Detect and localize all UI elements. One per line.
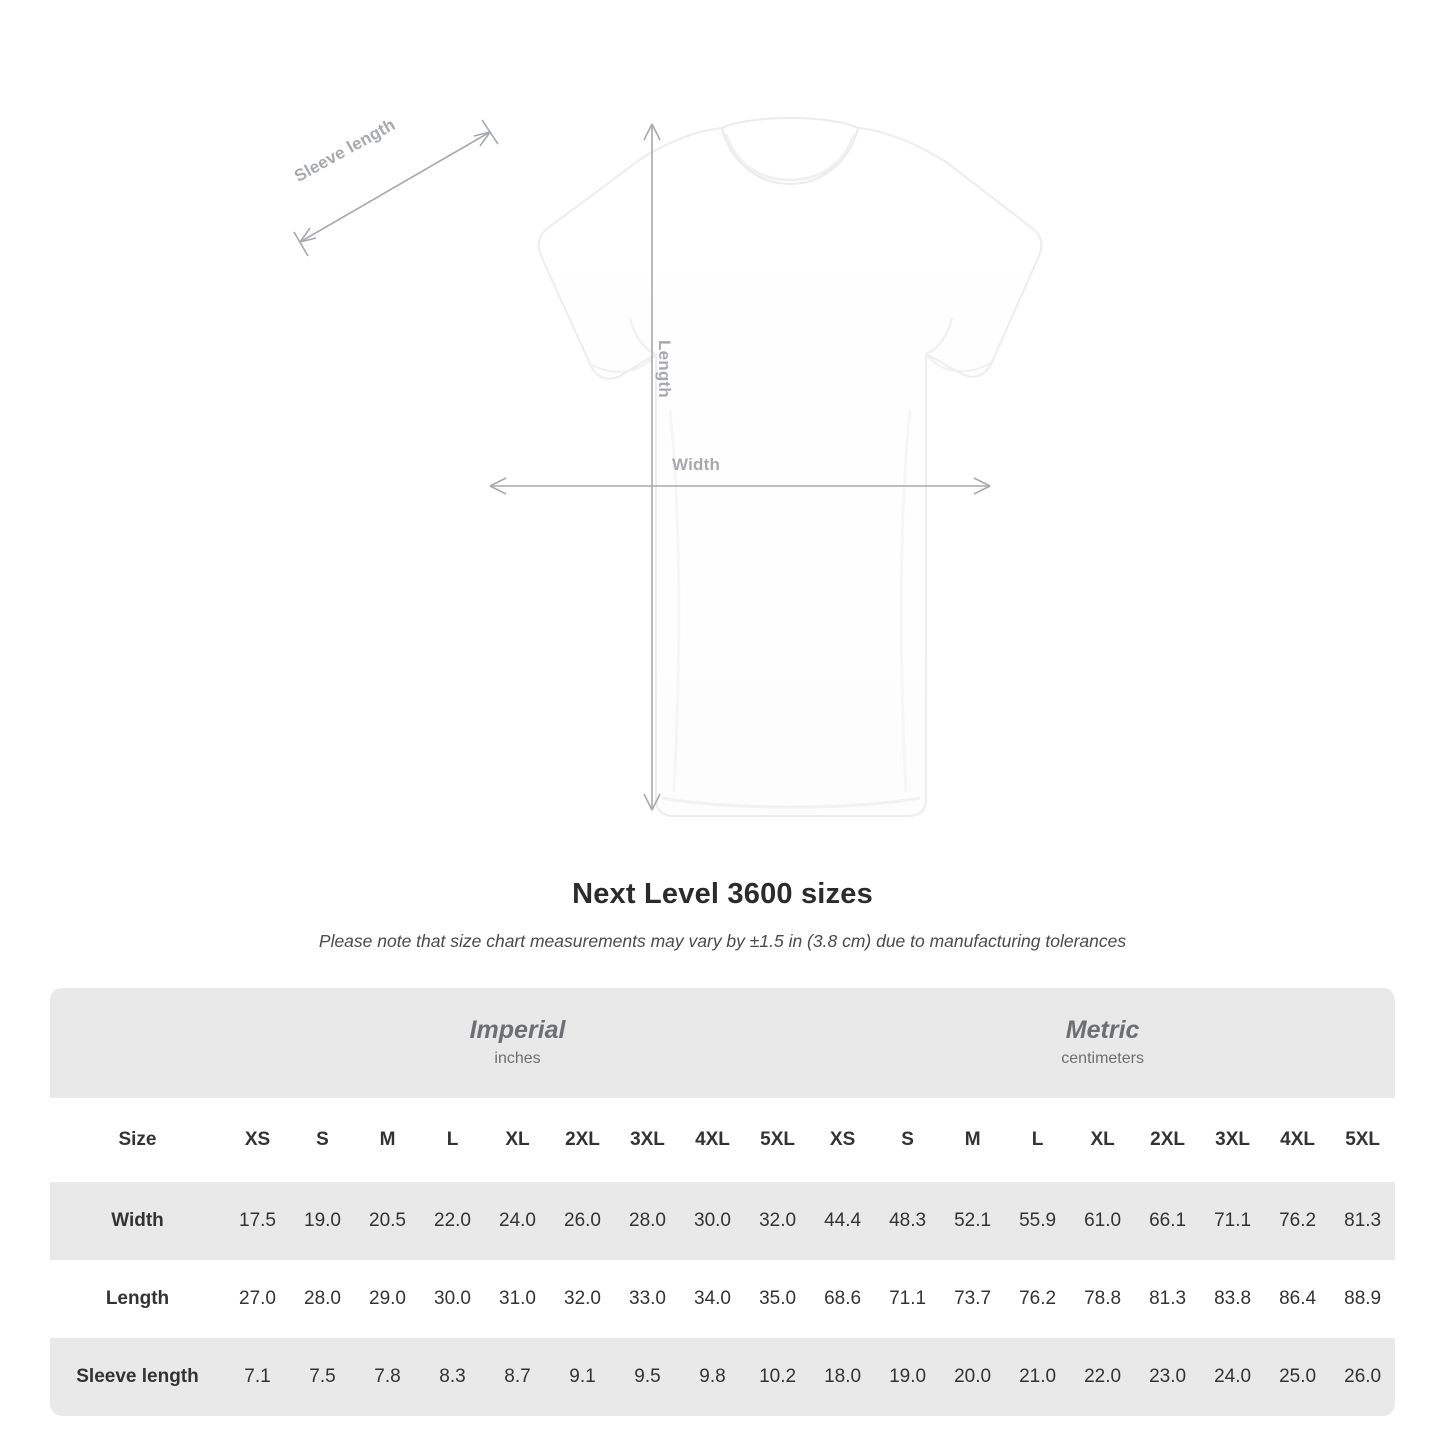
cell-width: 52.1 <box>940 1182 1005 1260</box>
size-header-row <box>50 1098 1395 1182</box>
cell-sleeve: 8.7 <box>485 1338 550 1416</box>
cell-sleeve: 10.2 <box>745 1338 810 1416</box>
cell-length: 32.0 <box>550 1260 615 1338</box>
cell-sleeve: 20.0 <box>940 1338 1005 1416</box>
cell-length: 78.8 <box>1070 1260 1135 1338</box>
cell-width: 76.2 <box>1265 1182 1330 1260</box>
unit-metric-subtitle: centimeters <box>1061 1049 1144 1067</box>
size-header-cell: XS <box>810 1098 875 1182</box>
cell-sleeve: 25.0 <box>1265 1338 1330 1416</box>
cell-sleeve: 26.0 <box>1330 1338 1395 1416</box>
size-header-cell: 5XL <box>745 1098 810 1182</box>
cell-width: 28.0 <box>615 1182 680 1260</box>
cell-width: 81.3 <box>1330 1182 1395 1260</box>
table-row <box>50 1338 1395 1416</box>
unit-imperial-subtitle: inches <box>494 1049 541 1067</box>
size-header-cell: 3XL <box>615 1098 680 1182</box>
cell-sleeve: 7.5 <box>290 1338 355 1416</box>
cell-length: 86.4 <box>1265 1260 1330 1338</box>
cell-width: 66.1 <box>1135 1182 1200 1260</box>
size-header-cell: XL <box>485 1098 550 1182</box>
size-header-cell: XL <box>1070 1098 1135 1182</box>
unit-metric <box>810 988 1395 1098</box>
size-header-cell: L <box>420 1098 485 1182</box>
cell-width: 61.0 <box>1070 1182 1135 1260</box>
size-header-cell: M <box>355 1098 420 1182</box>
row-label-sleeve-length: Sleeve length <box>50 1338 225 1416</box>
size-header-cell: XS <box>225 1098 290 1182</box>
cell-sleeve: 22.0 <box>1070 1338 1135 1416</box>
cell-width: 19.0 <box>290 1182 355 1260</box>
size-header-cell: M <box>940 1098 1005 1182</box>
cell-sleeve: 9.8 <box>680 1338 745 1416</box>
size-header-cell: S <box>875 1098 940 1182</box>
cell-length: 31.0 <box>485 1260 550 1338</box>
size-header-cell: S <box>290 1098 355 1182</box>
cell-sleeve: 18.0 <box>810 1338 875 1416</box>
cell-width: 17.5 <box>225 1182 290 1260</box>
sleeve-length-label: Sleeve length <box>291 114 399 186</box>
cell-length: 30.0 <box>420 1260 485 1338</box>
cell-length: 27.0 <box>225 1260 290 1338</box>
size-header-cell: 2XL <box>550 1098 615 1182</box>
cell-sleeve: 19.0 <box>875 1338 940 1416</box>
cell-length: 81.3 <box>1135 1260 1200 1338</box>
cell-length: 28.0 <box>290 1260 355 1338</box>
cell-width: 55.9 <box>1005 1182 1070 1260</box>
unit-header-row <box>50 988 1395 1098</box>
size-table-wrapper <box>50 988 1395 1416</box>
unit-metric-title: Metric <box>1065 1015 1140 1044</box>
cell-width: 32.0 <box>745 1182 810 1260</box>
cell-length: 29.0 <box>355 1260 420 1338</box>
size-header-cell: 2XL <box>1135 1098 1200 1182</box>
cell-length: 34.0 <box>680 1260 745 1338</box>
cell-sleeve: 7.1 <box>225 1338 290 1416</box>
unit-spacer <box>50 988 225 1098</box>
size-header-cell: 4XL <box>1265 1098 1330 1182</box>
cell-length: 35.0 <box>745 1260 810 1338</box>
cell-width: 44.4 <box>810 1182 875 1260</box>
cell-sleeve: 23.0 <box>1135 1338 1200 1416</box>
size-header-cell: 4XL <box>680 1098 745 1182</box>
cell-width: 26.0 <box>550 1182 615 1260</box>
page-title: Next Level 3600 sizes <box>572 878 873 910</box>
size-header-label: Size <box>50 1098 225 1182</box>
unit-imperial-title: Imperial <box>469 1015 566 1044</box>
size-header-cell: 5XL <box>1330 1098 1395 1182</box>
cell-width: 22.0 <box>420 1182 485 1260</box>
cell-width: 30.0 <box>680 1182 745 1260</box>
cell-width: 24.0 <box>485 1182 550 1260</box>
cell-sleeve: 24.0 <box>1200 1338 1265 1416</box>
cell-sleeve: 8.3 <box>420 1338 485 1416</box>
cell-length: 68.6 <box>810 1260 875 1338</box>
cell-width: 71.1 <box>1200 1182 1265 1260</box>
cell-length: 83.8 <box>1200 1260 1265 1338</box>
tolerance-note: Please note that size chart measurements may vary by ±1.5 in (3.8 cm) due to manufacturing tolerances <box>318 931 1127 951</box>
cell-sleeve: 21.0 <box>1005 1338 1070 1416</box>
length-label: Length <box>655 340 674 398</box>
width-label: Width <box>672 455 721 474</box>
cell-sleeve: 9.5 <box>615 1338 680 1416</box>
cell-sleeve: 9.1 <box>550 1338 615 1416</box>
unit-imperial <box>225 988 810 1098</box>
size-table <box>50 988 1395 1416</box>
cell-length: 88.9 <box>1330 1260 1395 1338</box>
cell-length: 73.7 <box>940 1260 1005 1338</box>
cell-length: 76.2 <box>1005 1260 1070 1338</box>
cell-width: 20.5 <box>355 1182 420 1260</box>
cell-width: 48.3 <box>875 1182 940 1260</box>
table-row <box>50 1260 1395 1338</box>
cell-length: 33.0 <box>615 1260 680 1338</box>
row-label-length: Length <box>50 1260 225 1338</box>
row-label-width: Width <box>50 1182 225 1260</box>
size-header-cell: L <box>1005 1098 1070 1182</box>
cell-length: 71.1 <box>875 1260 940 1338</box>
table-row <box>50 1182 1395 1260</box>
size-header-cell: 3XL <box>1200 1098 1265 1182</box>
cell-sleeve: 7.8 <box>355 1338 420 1416</box>
